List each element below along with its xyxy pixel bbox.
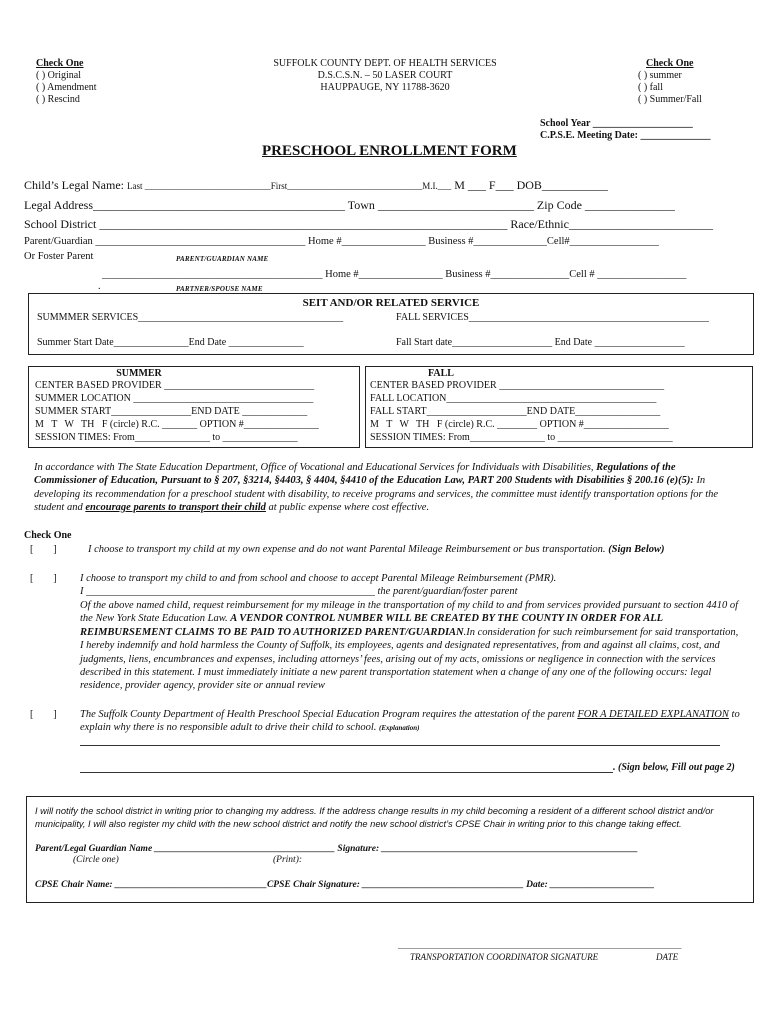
parent-signature-row[interactable]: Parent/Legal Guardian Name ______________________________________ Signature: ______________________________________________________ <box>35 844 638 854</box>
summer-start-end-field[interactable]: SUMMER START________________END DATE _____________ <box>35 406 308 417</box>
option-fall[interactable]: ( ) fall <box>638 82 663 93</box>
summer-section <box>28 366 360 448</box>
agency-city: HAUPPAUGE, NY 11788-3620 <box>320 82 450 93</box>
fall-section <box>365 366 753 448</box>
school-year-field[interactable]: School Year ____________________ <box>540 118 693 129</box>
option-original[interactable]: ( ) Original <box>36 70 81 81</box>
option1-text: I choose to transport my child at my own expense and do not want Parental Mileage Reimbursement or bus transportation. (Sign Below) <box>88 544 665 555</box>
fall-session-times-field[interactable]: SESSION TIMES: From_______________ to _______________________ <box>370 432 673 443</box>
option1-checkbox[interactable]: [ ] <box>30 544 57 555</box>
option2-text: I choose to transport my child to and from school and choose to accept Parental Mileage Reimbursement (PMR). <box>80 573 557 584</box>
legal-address-row[interactable]: Legal Address__________________________________________ Town __________________________ Zip Code _______________ <box>24 198 675 212</box>
notice-section <box>26 796 754 903</box>
circle-one-note: (Circle one) <box>73 855 119 865</box>
option2-checkbox[interactable]: [ ] <box>30 573 57 584</box>
parent-guardian-caption: PARENT/GUARDIAN NAME <box>176 255 269 263</box>
option-rescind[interactable]: ( ) Rescind <box>36 94 80 105</box>
parent-guardian-row[interactable]: Parent/Guardian ________________________________________ Home #________________ Business #______________Cell#_________________ <box>24 236 659 247</box>
option-summer-fall[interactable]: ( ) Summer/Fall <box>638 94 702 105</box>
partner-dot: . <box>98 281 101 292</box>
option-summer[interactable]: ( ) summer <box>638 70 682 81</box>
summer-title: SUMMER <box>116 368 162 379</box>
summer-days-option-field[interactable]: M T W TH F (circle) R.C. _______ OPTION #_______________ <box>35 419 319 430</box>
cpse-chair-row[interactable]: CPSE Chair Name: ________________________________CPSE Chair Signature: __________________________________ Date: ______________________ <box>35 880 655 890</box>
foster-parent-label: Or Foster Parent <box>24 251 94 262</box>
explanation-line-1[interactable] <box>80 745 720 746</box>
option3-checkbox[interactable]: [ ] <box>30 709 57 720</box>
summer-location-field[interactable]: SUMMER LOCATION ____________________________________ <box>35 393 314 404</box>
seit-section <box>28 293 754 355</box>
option3-text: The Suffolk County Department of Health Preschool Special Education Program requires the attestation of the parent FOR A DETAILED EXPLANATION to explain why there is no responsible adult to drive their child to school. (Explanation) <box>80 709 740 734</box>
partner-spouse-caption: PARTNER/SPOUSE NAME <box>176 285 263 293</box>
fall-dates-field[interactable]: Fall Start date____________________ End Date __________________ <box>396 337 685 348</box>
option2-parent-name-field[interactable]: I _______________________________________________________ the parent/guardian/foster parent <box>80 586 518 597</box>
option2-reimbursement-paragraph: Of the above named child, request reimbursement for my mileage in the transportation of my child to and from services provided pursuant to section 4410 of the New York State Education Law. A VENDOR CONTROL NUMBER WILL BE CREATED BY THE COUNTY IN ORDER FOR ALL REIMBURSEMENT CLAIMS TO BE PAID TO AUTHORIZED PARENT/GUARDIAN.In consideration for such reimbursement for said transportation, I hereby indemnify and hold harmless the County of Suffolk, its employees, agents and designated representatives, from and against all claims, cost, and judgments, liens, encumbrances and expenses, including attorneys’ fees, arising out of my acts, omissions or negligence in connection with the services described in this statement. I must immediately initiate a new parent transportation statement when a change of any one of the following occurs: legal residence, provider agency, provider site or annual review <box>80 600 739 692</box>
transport-check-one-heading: Check One <box>24 530 72 541</box>
coordinator-signature-line[interactable]: _______________________________________________________________ <box>398 940 682 950</box>
cpse-meeting-date-field[interactable]: C.P.S.E. Meeting Date: ______________ <box>540 130 711 141</box>
child-name-label: Child’s Legal Name: <box>24 178 124 192</box>
sign-below-note: . (Sign below, Fill out page 2) <box>613 762 735 773</box>
check-one-left-heading: Check One <box>36 58 84 69</box>
summer-dates-field[interactable]: Summer Start Date_______________End Date _______________ <box>37 337 304 348</box>
agency-name: SUFFOLK COUNTY DEPT. OF HEALTH SERVICES <box>273 58 497 69</box>
seit-title: SEIT AND/OR RELATED SERVICE <box>302 297 480 309</box>
sex-dob-fields[interactable]: M ___ F___ DOB___________ <box>454 178 608 192</box>
fall-services-field[interactable]: FALL SERVICES________________________________________________ <box>396 312 709 323</box>
form-title: PRESCHOOL ENROLLMENT FORM <box>262 143 517 159</box>
fall-days-option-field[interactable]: M T W TH F (circle) R.C. ________ OPTION #_________________ <box>370 419 669 430</box>
school-district-row[interactable]: School District ____________________________________________________________________ Race/Ethnic________________________ <box>24 217 713 231</box>
child-name-row[interactable] <box>24 178 608 193</box>
agency-address: D.S.C.S.N. – 50 LASER COURT <box>317 70 453 81</box>
fall-location-field[interactable]: FALL LOCATION__________________________________________ <box>370 393 657 404</box>
fall-start-end-field[interactable]: FALL START____________________END DATE_________________ <box>370 406 661 417</box>
print-note: (Print): <box>273 855 303 865</box>
coordinator-date-caption: DATE <box>656 952 679 962</box>
coordinator-signature-caption: TRANSPORTATION COORDINATOR SIGNATURE <box>410 952 599 962</box>
summer-services-field[interactable]: SUMMMER SERVICES_________________________________________ <box>37 312 344 323</box>
address-change-notice: I will notify the school district in writing prior to changing my address. If the address change results in my child becoming a resident of a different school district and/or municipality, I will also register my child with the new school district and notify the new school district’s CPSE Chair in writing prior to this change taking effect. <box>35 806 714 829</box>
fall-title: FALL <box>428 368 454 379</box>
child-name-fields[interactable]: Last ____________________________First______________________________M.I.___ <box>126 181 452 191</box>
summer-provider-field[interactable]: CENTER BASED PROVIDER ______________________________ <box>35 380 315 391</box>
regulations-paragraph: In accordance with The State Education Department, Office of Vocational and Educational Services for Individuals with Disabilities, Regulations of the Commissioner of Education, Pursuant to § 207, §3214, §4403, § 4404, §4410 of the Education Law, PART 200 Students with Disabilities § 200.16 (e)(5): In developing its recommendation for a preschool student with disability, to receive programs and services, the committee must identify transportation options for the student and encourage parents to transport their child at public expense where cost effective. <box>34 462 719 514</box>
fall-provider-field[interactable]: CENTER BASED PROVIDER _________________________________ <box>370 380 665 391</box>
partner-row[interactable]: __________________________________________ Home #________________ Business #_______________Cell # _________________ <box>102 269 687 280</box>
explanation-line-2[interactable] <box>80 772 613 773</box>
summer-session-times-field[interactable]: SESSION TIMES: From_______________ to _______________ <box>35 432 298 443</box>
check-one-right-heading: Check One <box>646 58 694 69</box>
option-amendment[interactable]: ( ) Amendment <box>36 82 97 93</box>
